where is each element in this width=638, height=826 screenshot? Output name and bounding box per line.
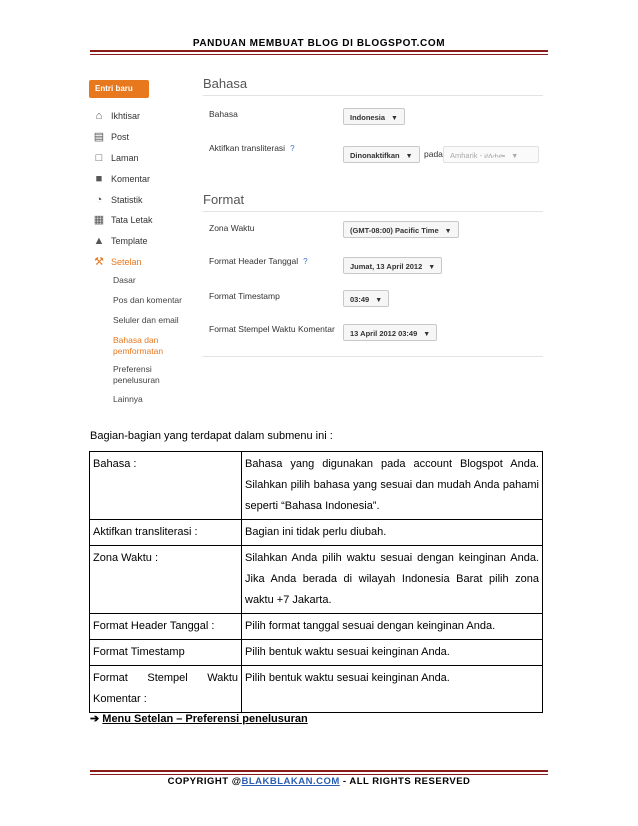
transliteration-label <box>209 143 295 153</box>
chevron-down-icon: ▼ <box>511 153 519 160</box>
date-header-value: Jumat, 13 April 2012 <box>350 262 423 271</box>
timestamp-select[interactable] <box>343 290 389 307</box>
chevron-down-icon: ▼ <box>444 228 452 235</box>
table-key: Aktifkan transliterasi : <box>90 520 242 546</box>
table-value: Silahkan Anda pilih waktu sesuai dengan keinginan Anda. Jika Anda berada di wilayah Indonesia Barat pilih zona waktu +7 Jakarta. <box>242 546 543 614</box>
sidebar-item-komentar[interactable] <box>93 168 203 189</box>
table-value: Bagian ini tidak perlu diubah. <box>242 520 543 546</box>
new-post-button[interactable]: Entri baru <box>89 80 149 98</box>
date-header-label <box>209 256 308 266</box>
blogger-settings-screenshot <box>85 68 547 418</box>
chevron-down-icon: ▼ <box>423 331 431 338</box>
date-header-label-text: Format Header Tanggal <box>209 256 299 266</box>
sidebar-item-setelan[interactable] <box>93 252 203 273</box>
sidebar-item-label: Komentar <box>111 173 151 184</box>
table-key: Zona Waktu : <box>90 546 242 614</box>
sidebar-item-label: Statistik <box>111 194 143 205</box>
sidebar-item-label: Setelan <box>111 256 142 267</box>
section-title: Bahasa <box>203 76 543 96</box>
arrow-right-icon: ➔ <box>90 713 100 725</box>
footer-suffix: - ALL RIGHTS RESERVED <box>339 776 471 787</box>
pie-chart-icon: ◔ <box>95 193 103 206</box>
language-label: Bahasa <box>209 109 238 119</box>
sidebar-item-laman[interactable] <box>93 148 203 169</box>
table-row <box>90 452 543 520</box>
sidebar-item-template[interactable] <box>93 231 203 252</box>
sidebar-item-label: Tata Letak <box>111 215 153 226</box>
table-value: Pilih format tanggal sesuai dengan keinginan Anda. <box>242 614 543 640</box>
sidebar-item-ikhtisar[interactable] <box>93 106 203 127</box>
subnav-item-preferensi-penelusuran[interactable]: Preferensi penelusuran <box>113 364 160 385</box>
table-row <box>90 520 543 546</box>
menu-link-text: Menu Setelan – Preferensi penelusuran <box>102 713 308 725</box>
sidebar-item-label: Template <box>111 236 148 247</box>
wrench-icon: ⚒ <box>94 255 104 268</box>
table-row <box>90 666 543 713</box>
sidebar-item-label: Ikhtisar <box>111 111 141 122</box>
sidebar-item-statistik[interactable] <box>93 189 203 210</box>
table-value: Bahasa yang digunakan pada account Blogspot Anda. Silahkan pilih bahasa yang sesuai dan mudah Anda pahami seperti “Bahasa Indonesia”. <box>242 452 543 520</box>
subnav-item-pos-dan-komentar[interactable]: Pos dan komentar <box>113 295 182 305</box>
table-row <box>90 546 543 614</box>
subnav-item-bahasa-dan-pemformatan[interactable]: Bahasa dan pemformatan <box>113 335 164 356</box>
timestamp-label: Format Timestamp <box>209 291 280 301</box>
table-row <box>90 614 543 640</box>
header-rule <box>90 50 548 52</box>
settings-table <box>89 451 543 713</box>
paint-roller-icon: ▲ <box>93 235 105 248</box>
comment-stamp-value: 13 April 2012 03:49 <box>350 329 418 338</box>
page-icon: □ <box>95 151 103 164</box>
timezone-select[interactable] <box>343 221 459 238</box>
subnav-item-seluler-dan-email[interactable]: Seluler dan email <box>113 315 179 325</box>
home-icon: ⌂ <box>95 110 103 123</box>
chevron-down-icon: ▼ <box>391 115 398 122</box>
layout-icon: ▦ <box>93 214 105 227</box>
transliteration-value: Dinonaktifkan <box>350 151 400 160</box>
timestamp-value: 03:49 <box>350 295 370 304</box>
table-value: Pilih bentuk waktu sesuai keinginan Anda. <box>242 666 543 713</box>
help-icon[interactable]: ? <box>303 257 308 266</box>
table-key: Format Timestamp <box>90 640 242 666</box>
transliteration-select[interactable] <box>343 146 420 163</box>
transliteration-label-text: Aktifkan transliterasi <box>209 143 286 153</box>
format-section <box>203 192 543 212</box>
menu-link[interactable] <box>90 712 308 725</box>
footer-prefix: COPYRIGHT @ <box>167 776 242 787</box>
section-title: Format <box>203 192 543 212</box>
table-key: Bahasa : <box>90 452 242 520</box>
table-row <box>90 640 543 666</box>
page-header: PANDUAN MEMBUAT BLOG DI BLOGSPOT.COM <box>192 38 446 49</box>
header-rule-thin <box>90 54 548 55</box>
subnav-item-dasar[interactable]: Dasar <box>113 275 136 285</box>
intro-text: Bagian-bagian yang terdapat dalam submenu ini : <box>90 430 333 442</box>
table-value: Pilih bentuk waktu sesuai keinginan Anda. <box>242 640 543 666</box>
comment-stamp-select[interactable] <box>343 324 437 341</box>
language-select[interactable] <box>343 108 405 125</box>
comment-icon: ■ <box>95 172 103 185</box>
chevron-down-icon: ▼ <box>428 264 436 271</box>
sidebar-item-label: Post <box>111 132 130 143</box>
pada-label: pada <box>424 149 443 159</box>
page-footer <box>0 776 638 787</box>
language-value: Indonesia <box>350 113 386 122</box>
comment-stamp-label: Format Stempel Waktu Komentar <box>209 324 335 334</box>
subnav-item-lainnya[interactable]: Lainnya <box>113 394 143 404</box>
date-header-select[interactable] <box>343 257 442 274</box>
script-select[interactable] <box>443 146 539 163</box>
table-key: Format Header Tanggal : <box>90 614 242 640</box>
sidebar-item-label: Laman <box>111 152 139 163</box>
post-icon: ▤ <box>93 131 105 144</box>
timezone-value: (GMT-08:00) Pacific Time <box>350 226 439 235</box>
footer-rule <box>90 770 548 772</box>
sidebar-item-post[interactable] <box>93 127 203 148</box>
sidebar-nav <box>93 106 203 272</box>
footer-rule-thin <box>90 774 548 775</box>
section-divider <box>203 356 543 357</box>
script-value: Amharik - ሀለሐመ <box>450 151 506 160</box>
bahasa-section <box>203 76 543 96</box>
help-icon[interactable]: ? <box>290 144 295 153</box>
chevron-down-icon: ▼ <box>405 153 413 160</box>
chevron-down-icon: ▼ <box>375 297 383 304</box>
sidebar-item-tata-letak[interactable] <box>93 210 203 231</box>
footer-site-link[interactable]: BLAKBLAKAN.COM <box>241 776 340 787</box>
table-key: Format Stempel Waktu Komentar : <box>90 666 242 713</box>
timezone-label: Zona Waktu <box>209 223 255 233</box>
